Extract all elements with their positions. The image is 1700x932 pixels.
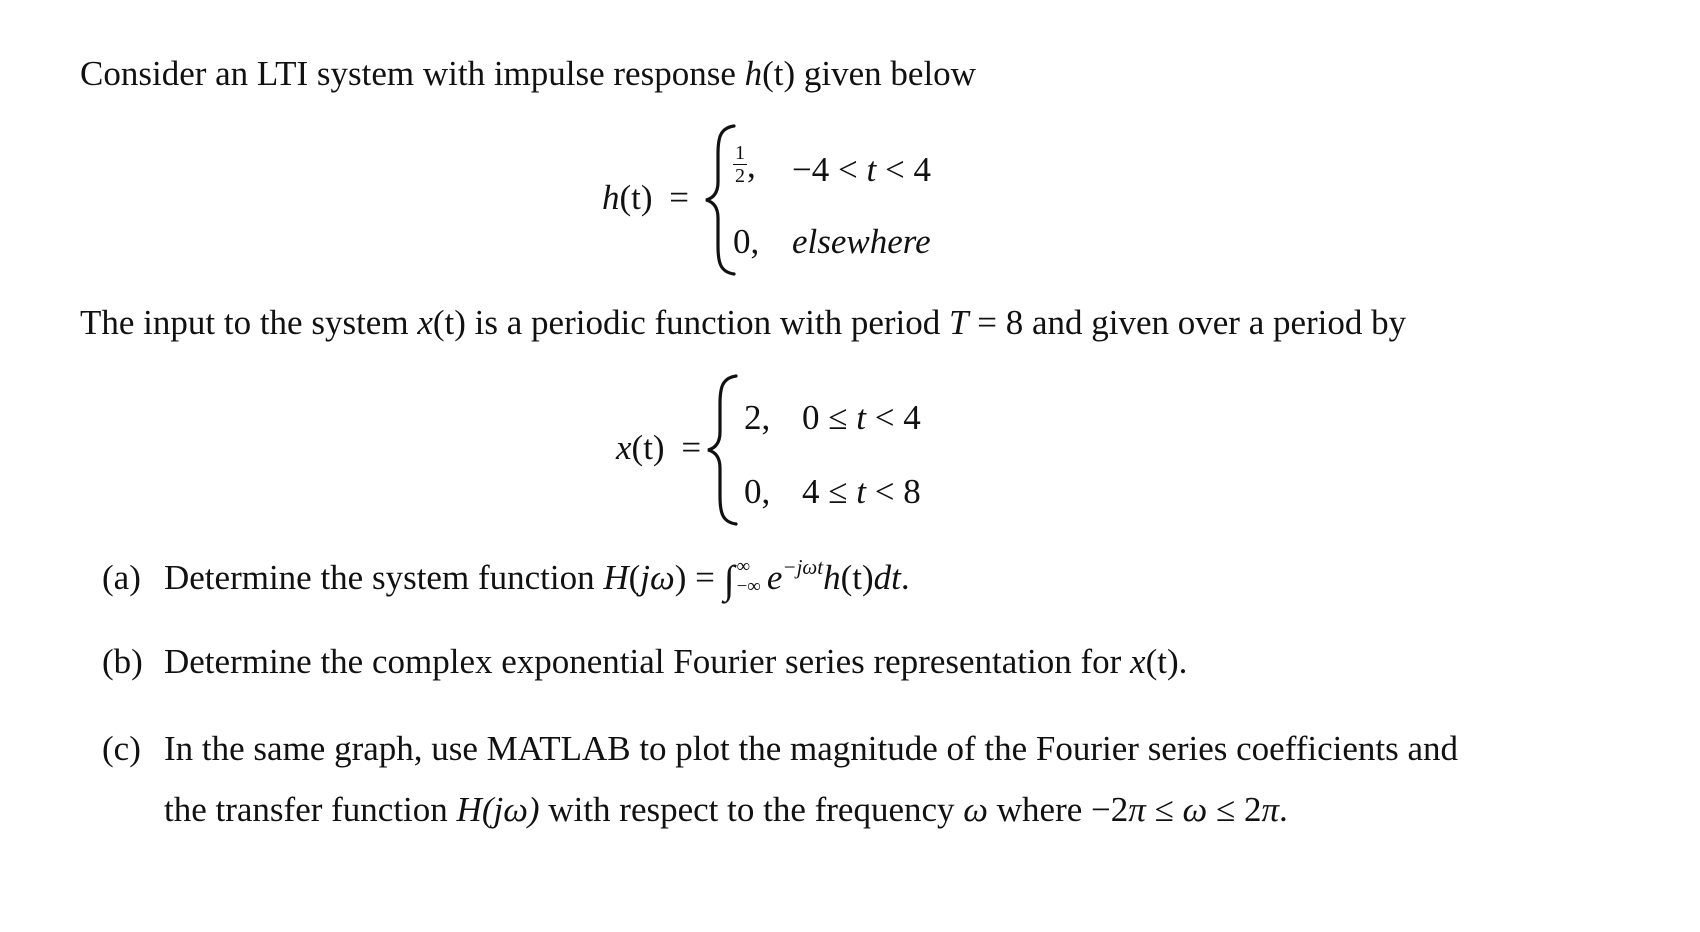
x-case2-value [744, 472, 770, 512]
input-x-arg: (t) [432, 303, 466, 342]
h-half-num: 1 [735, 142, 745, 165]
input-period-eq: = 8 and given over a period by [968, 303, 1407, 342]
x-case2-val: 0, [744, 472, 771, 511]
part-c-omega: ω [963, 790, 989, 829]
part-c-line2 [164, 792, 1288, 827]
x-lhs [616, 428, 701, 468]
part-b-label: (b) [102, 642, 143, 681]
part-a-H-open: ( [628, 558, 641, 597]
integral-lower: −∞ [736, 575, 761, 597]
part-a-text: Determine the system function [164, 558, 604, 597]
input-text [80, 305, 1406, 340]
part-c-label: (c) [102, 729, 141, 768]
h-equals: = [669, 178, 690, 217]
part-c-pi2: π [1261, 790, 1280, 829]
part-c-period: . [1279, 790, 1288, 829]
intro-h-arg: (t) [762, 54, 796, 93]
part-c-line1 [102, 731, 1458, 766]
h-cond1-a: −4 < [792, 150, 858, 189]
part-a [102, 556, 910, 601]
h-lhs-arg: (t) [619, 178, 653, 217]
part-b-text: Determine the complex exponential Fourier series representation for [164, 642, 1131, 681]
x-cond1-b: < 4 [874, 398, 921, 437]
integral-sign: ∫ [723, 557, 735, 602]
part-b-period: . [1178, 642, 1188, 681]
part-b-x-func: x [1130, 642, 1146, 681]
part-a-exponent: −jωt [782, 555, 824, 580]
x-case1-val: 2, [744, 398, 771, 437]
intro-h-func: h [744, 54, 763, 93]
part-b [102, 644, 1187, 679]
integral-upper: ∞ [736, 556, 751, 578]
x-cond2-b: < 8 [874, 472, 921, 511]
h-case2-cond: elsewhere [792, 222, 931, 261]
h-case1-value [733, 142, 756, 190]
h-lhs [602, 178, 689, 218]
intro-after: given below [795, 54, 976, 93]
part-c-pi1: π [1128, 790, 1146, 829]
x-case1-value [744, 398, 770, 438]
h-cond1-b: < 4 [884, 150, 931, 189]
part-a-h: h [823, 558, 841, 597]
part-a-H: H [603, 558, 629, 597]
h-case2-value [733, 222, 759, 262]
x-cond1-a: 0 ≤ [802, 398, 848, 437]
part-c-mid: with respect to the frequency [539, 790, 964, 829]
h-half-den: 2 [735, 165, 745, 188]
x-cond1-var: t [856, 398, 866, 437]
intro-before: Consider an LTI system with impulse response [80, 54, 745, 93]
x-case1-condition [802, 398, 921, 438]
part-c-line1-text: In the same graph, use MATLAB to plot the magnitude of the Fourier series coefficients and [164, 729, 1459, 768]
part-c-range-mid: ≤ [1145, 790, 1183, 829]
part-c-H-arg: (jω) [481, 790, 540, 829]
part-c-omega2: ω [1182, 790, 1208, 829]
part-a-H-arg: jω [640, 558, 675, 597]
part-a-h-arg: (t) [840, 558, 874, 597]
input-before: The input to the system [80, 303, 418, 342]
x-equals: = [681, 428, 702, 467]
h-case2-condition [792, 222, 931, 262]
input-x-func: x [417, 303, 433, 342]
x-cond2-a: 4 ≤ [802, 472, 848, 511]
part-b-x-arg: (t) [1145, 642, 1179, 681]
part-c-H: H [456, 790, 482, 829]
input-period-var: T [949, 303, 969, 342]
x-lhs-func: x [616, 428, 632, 467]
h-case1-condition [792, 150, 931, 190]
part-c-range-mid2: ≤ 2 [1207, 790, 1262, 829]
intro-text [80, 56, 976, 91]
part-c-where: where −2 [988, 790, 1129, 829]
part-a-eq: = [686, 558, 724, 597]
part-c-before: the transfer function [164, 790, 457, 829]
part-a-H-close: ) [674, 558, 687, 597]
h-case1-comma: , [747, 146, 756, 185]
integral-limits [737, 557, 761, 597]
part-a-dt: dt [873, 558, 901, 597]
part-a-e: e [766, 558, 783, 597]
h-case2-val: 0, [733, 222, 760, 261]
h-lhs-func: h [602, 178, 620, 217]
input-middle: is a periodic function with period [465, 303, 950, 342]
h-one-half [733, 143, 747, 186]
x-case2-condition [802, 472, 921, 512]
x-brace [706, 370, 746, 530]
h-cond1-var: t [866, 150, 877, 189]
x-lhs-arg: (t) [631, 428, 665, 467]
part-a-period: . [900, 558, 910, 597]
part-a-label: (a) [102, 558, 141, 597]
x-cond2-var: t [856, 472, 866, 511]
